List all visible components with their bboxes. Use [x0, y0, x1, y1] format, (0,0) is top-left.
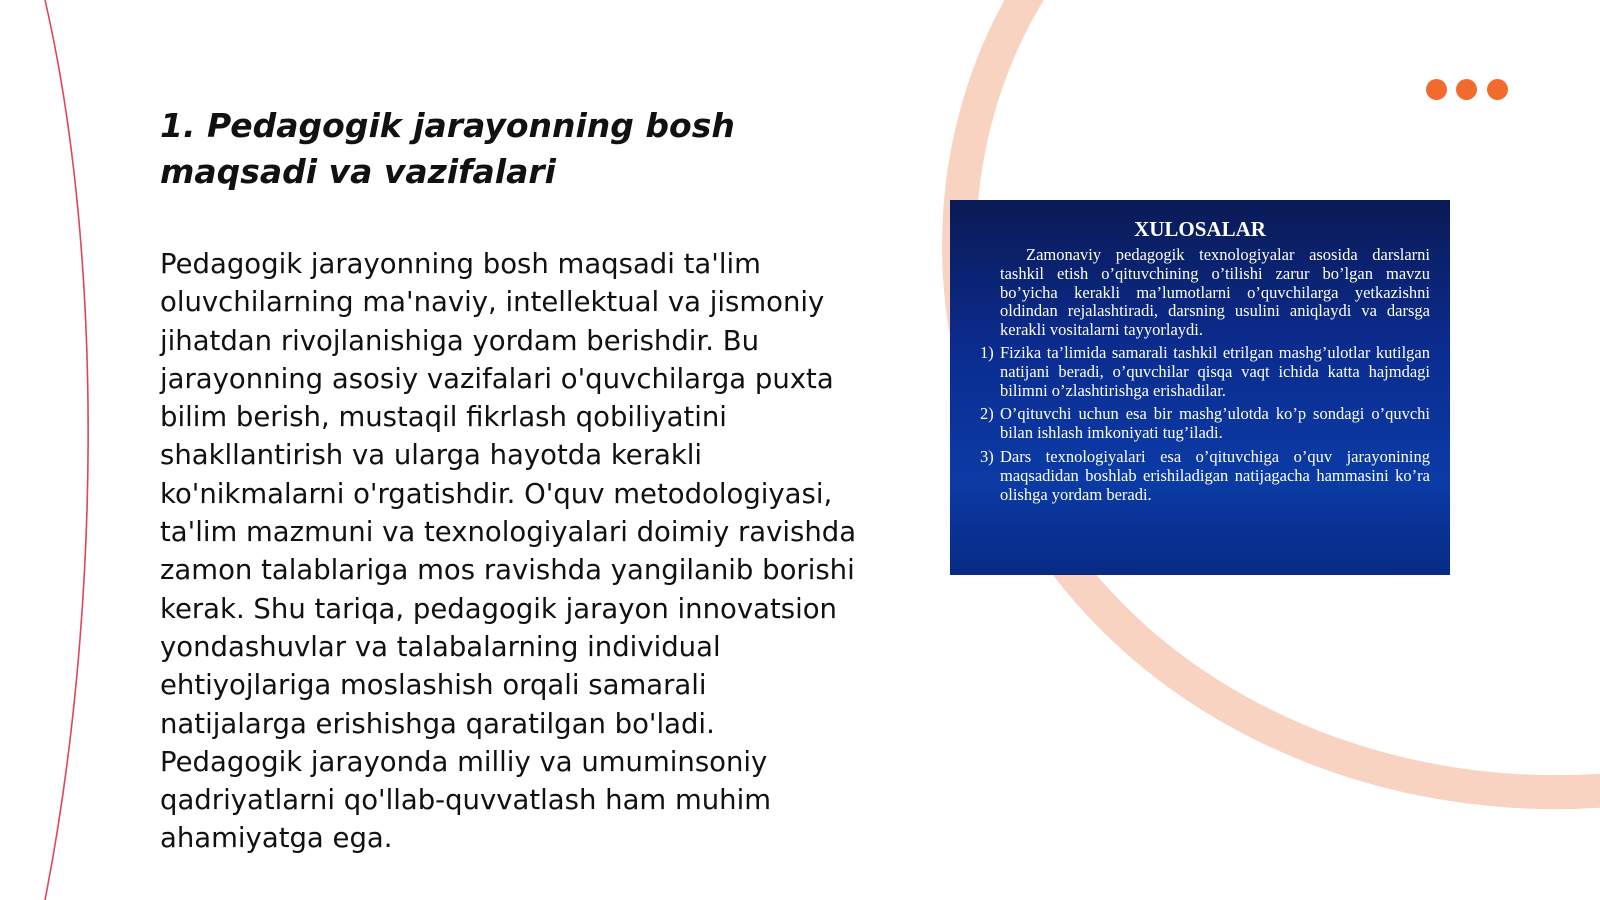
- dot-icon: [1456, 79, 1477, 100]
- slide-title: 1. Pedagogik jarayonning bosh maqsadi va vazifalari: [160, 106, 735, 191]
- conclusions-item: [980, 448, 1430, 504]
- dot-icon: [1487, 79, 1508, 100]
- dot-icon: [1426, 79, 1447, 100]
- menu-dots-icon: [1426, 79, 1516, 101]
- conclusions-item: [980, 405, 1430, 443]
- item-text: Dars texnologiyalari esa o’qituvchiga o’quv jarayonining maqsadidan boshlab erishiladigan natijagacha hammasini ko’ra olishga yordam beradi.: [1000, 446, 1430, 504]
- conclusions-heading: XULOSALAR: [1134, 217, 1266, 241]
- item-text: Fizika ta’limida samarali tashkil etrilgan mashg’ulotlar kutilgan natijani beradi, o’quvchilar qisqa vaqt ichida katta hajmdagi bilimni o’zlashtirishga erishadilar.: [1000, 342, 1430, 400]
- item-number: 3): [980, 446, 994, 466]
- conclusions-item: [980, 344, 1430, 400]
- item-text: O’qituvchi uchun esa bir mashg’ulotda ko’p sondagi o’quvchi bilan ishlash imkoniyati tug’iladi.: [1000, 404, 1430, 443]
- conclusions-image: [950, 200, 1450, 575]
- decorative-left-line: [45, 0, 88, 900]
- item-number: 1): [980, 342, 994, 362]
- conclusions-intro: Zamonaviy pedagogik texnologiyalar asosida darslarni tashkil etish o’qituvchining o’tilishi zarur bo’lgan mavzu bo’yicha kerakli ma’lumotlarni o’quvchilarga yetkazishni oldindan rejalashtiradi, darsning usulini aniqlaydi va darsga kerakli vositalarni tayyorlaydi.: [1000, 245, 1430, 340]
- item-number: 2): [980, 404, 994, 424]
- slide-body-text: Pedagogik jarayonning bosh maqsadi ta'lim oluvchilarning ma'naviy, intellektual va jismoniy jihatdan rivojlanishiga yordam berishdir. Bu jarayonning asosiy vazifalari o'quvchilarga puxta bilim berish, mustaqil fikrlash qobiliyatini shakllantirish va ularga hayotda kerakli ko'nikmalarni o'rgatishdir. O'quv metodologiyasi, ta'lim mazmuni va texnologiyalari doimiy ravishda zamon talablariga mos ravishda yangilanib borishi kerak. Shu tariqa, pedagogik jarayon innovatsion yondashuvlar va talabalarning individual ehtiyojlariga moslashish orqali samarali natijalarga erishishga qaratilgan bo'ladi. Pedagogik jarayonda milliy va umuminsoniy qadriyatlarni qo'llab-quvvatlash ham muhim ahamiyatga ega.: [160, 248, 857, 855]
